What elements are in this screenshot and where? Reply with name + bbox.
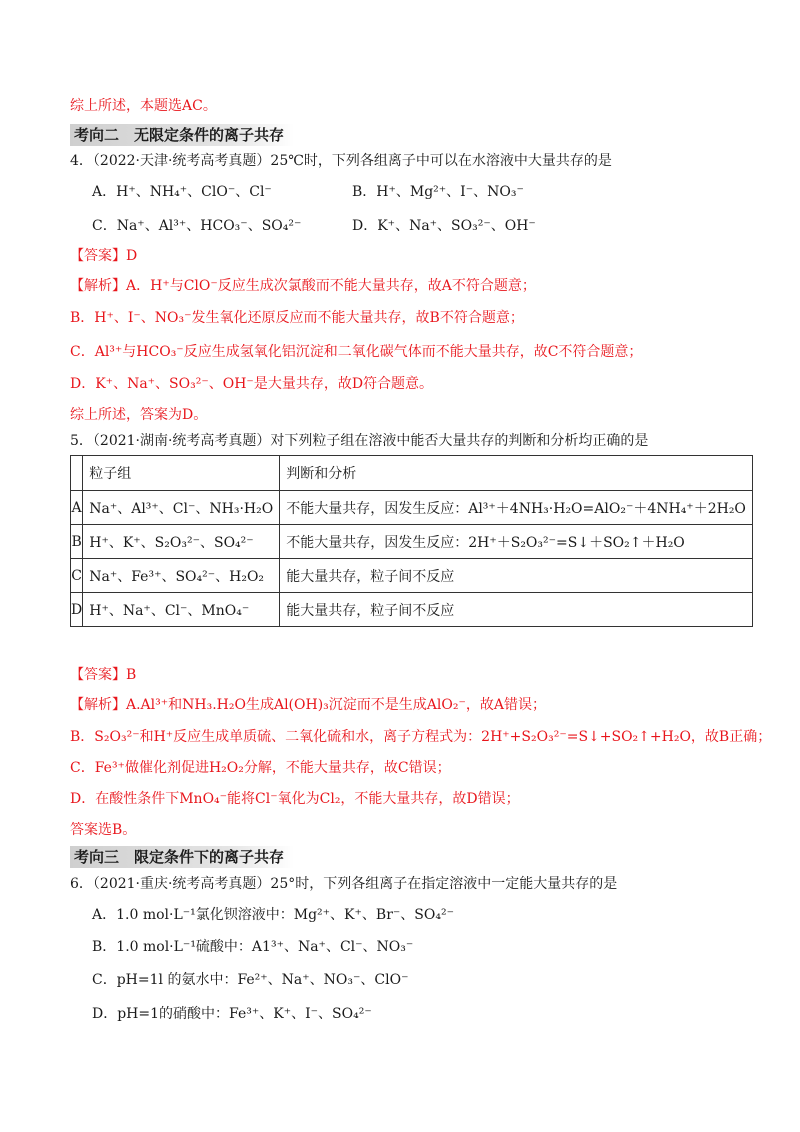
- q5-summary: 答案选B。: [70, 822, 137, 838]
- table-header-row: [71, 456, 753, 491]
- row-group: H⁺、Na⁺、Cl⁻、MnO₄⁻: [83, 593, 280, 627]
- section-heading-3: 考向三 限定条件下的离子共存: [70, 846, 294, 868]
- table-row: [71, 491, 753, 525]
- q4-summary: 综上所述，答案为D。: [70, 407, 208, 423]
- q4-answer: 【答案】D: [70, 248, 138, 264]
- q4-explain-b: B．H⁺、I⁻、NO₃⁻发生氧化还原反应而不能大量共存，故B不符合题意；: [70, 310, 524, 326]
- q6-option-a: A．1.0 mol·L⁻¹氯化钡溶液中：Mg²⁺、K⁺、Br⁻、SO₄²⁻: [92, 907, 454, 923]
- table-row: [71, 593, 753, 627]
- row-label: A: [71, 491, 83, 525]
- section-heading-2: 考向二 无限定条件的离子共存: [70, 124, 294, 146]
- row-label: D: [71, 593, 83, 627]
- q4-option-c: C．Na⁺、Al³⁺、HCO₃⁻、SO₄²⁻: [92, 218, 302, 234]
- table-header-label: [71, 456, 83, 491]
- q4-explain-d: D．K⁺、Na⁺、SO₃²⁻、OH⁻是大量共存，故D符合题意。: [70, 376, 434, 392]
- question-4: 4．（2022·天津·统考高考真题）25℃时，下列各组离子中可以在水溶液中大量共存的是: [70, 153, 612, 169]
- q4-option-d: D．K⁺、Na⁺、SO₃²⁻、OH⁻: [352, 218, 536, 234]
- row-analysis: 不能大量共存，因发生反应：Al³⁺＋4NH₃·H₂O=AlO₂⁻＋4NH₄⁺＋2H₂O: [280, 491, 753, 525]
- question-6: 6．（2021·重庆·统考高考真题）25°时，下列各组离子在指定溶液中一定能大量共存的是: [70, 876, 618, 892]
- row-group: H⁺、K⁺、S₂O₃²⁻、SO₄²⁻: [83, 525, 280, 559]
- q5-explain-c: C．Fe³⁺做催化剂促进H₂O₂分解，不能大量共存，故C错误；: [70, 760, 451, 776]
- row-group: Na⁺、Fe³⁺、SO₄²⁻、H₂O₂: [83, 559, 280, 593]
- q6-option-c: C．pH=1l 的氨水中：Fe²⁺、Na⁺、NO₃⁻、ClO⁻: [92, 972, 409, 988]
- question-5: 5．（2021·湖南·统考高考真题）对下列粒子组在溶液中能否大量共存的判断和分析均正确的是: [70, 433, 649, 449]
- q4-explain-c: C．Al³⁺与HCO₃⁻反应生成氢氧化铝沉淀和二氧化碳气体而不能大量共存，故C不符合题意；: [70, 344, 643, 360]
- row-group: Na⁺、Al³⁺、Cl⁻、NH₃·H₂O: [83, 491, 280, 525]
- row-analysis: 能大量共存，粒子间不反应: [280, 559, 753, 593]
- q5-explain-a: 【解析】A.Al³⁺和NH₃.H₂O生成Al(OH)₃沉淀而不是生成AlO₂⁻，故A错误；: [70, 697, 546, 713]
- row-label: B: [71, 525, 83, 559]
- q4-explain-a: 【解析】A．H⁺与ClO⁻反应生成次氯酸而不能大量共存，故A不符合题意；: [70, 278, 536, 294]
- table-row: [71, 559, 753, 593]
- summary-line-3: 综上所述，本题选AC。: [70, 98, 217, 114]
- table-header-analysis: 判断和分析: [280, 456, 753, 491]
- q6-option-b: B．1.0 mol·L⁻¹硫酸中：A1³⁺、Na⁺、Cl⁻、NO₃⁻: [92, 939, 414, 955]
- q5-explain-d: D．在酸性条件下MnO₄⁻能将Cl⁻氧化为Cl₂，不能大量共存，故D错误；: [70, 791, 520, 807]
- q4-option-b: B．H⁺、Mg²⁺、I⁻、NO₃⁻: [352, 184, 524, 200]
- q6-option-d: D．pH=1的硝酸中：Fe³⁺、K⁺、I⁻、SO₄²⁻: [92, 1006, 372, 1022]
- particle-table: [70, 455, 753, 627]
- table-header-group: 粒子组: [83, 456, 280, 491]
- row-label: C: [71, 559, 83, 593]
- q5-explain-b: B．S₂O₃²⁻和H⁺反应生成单质硫、二氧化硫和水，离子方程式为：2H⁺+S₂O₃²⁻=S↓+SO₂↑+H₂O，故B正确；: [70, 729, 772, 745]
- row-analysis: 能大量共存，粒子间不反应: [280, 593, 753, 627]
- table-row: [71, 525, 753, 559]
- row-analysis: 不能大量共存，因发生反应：2H⁺＋S₂O₃²⁻=S↓＋SO₂↑＋H₂O: [280, 525, 753, 559]
- q5-answer: 【答案】B: [70, 667, 137, 683]
- q4-option-a: A．H⁺、NH₄⁺、ClO⁻、Cl⁻: [92, 184, 272, 200]
